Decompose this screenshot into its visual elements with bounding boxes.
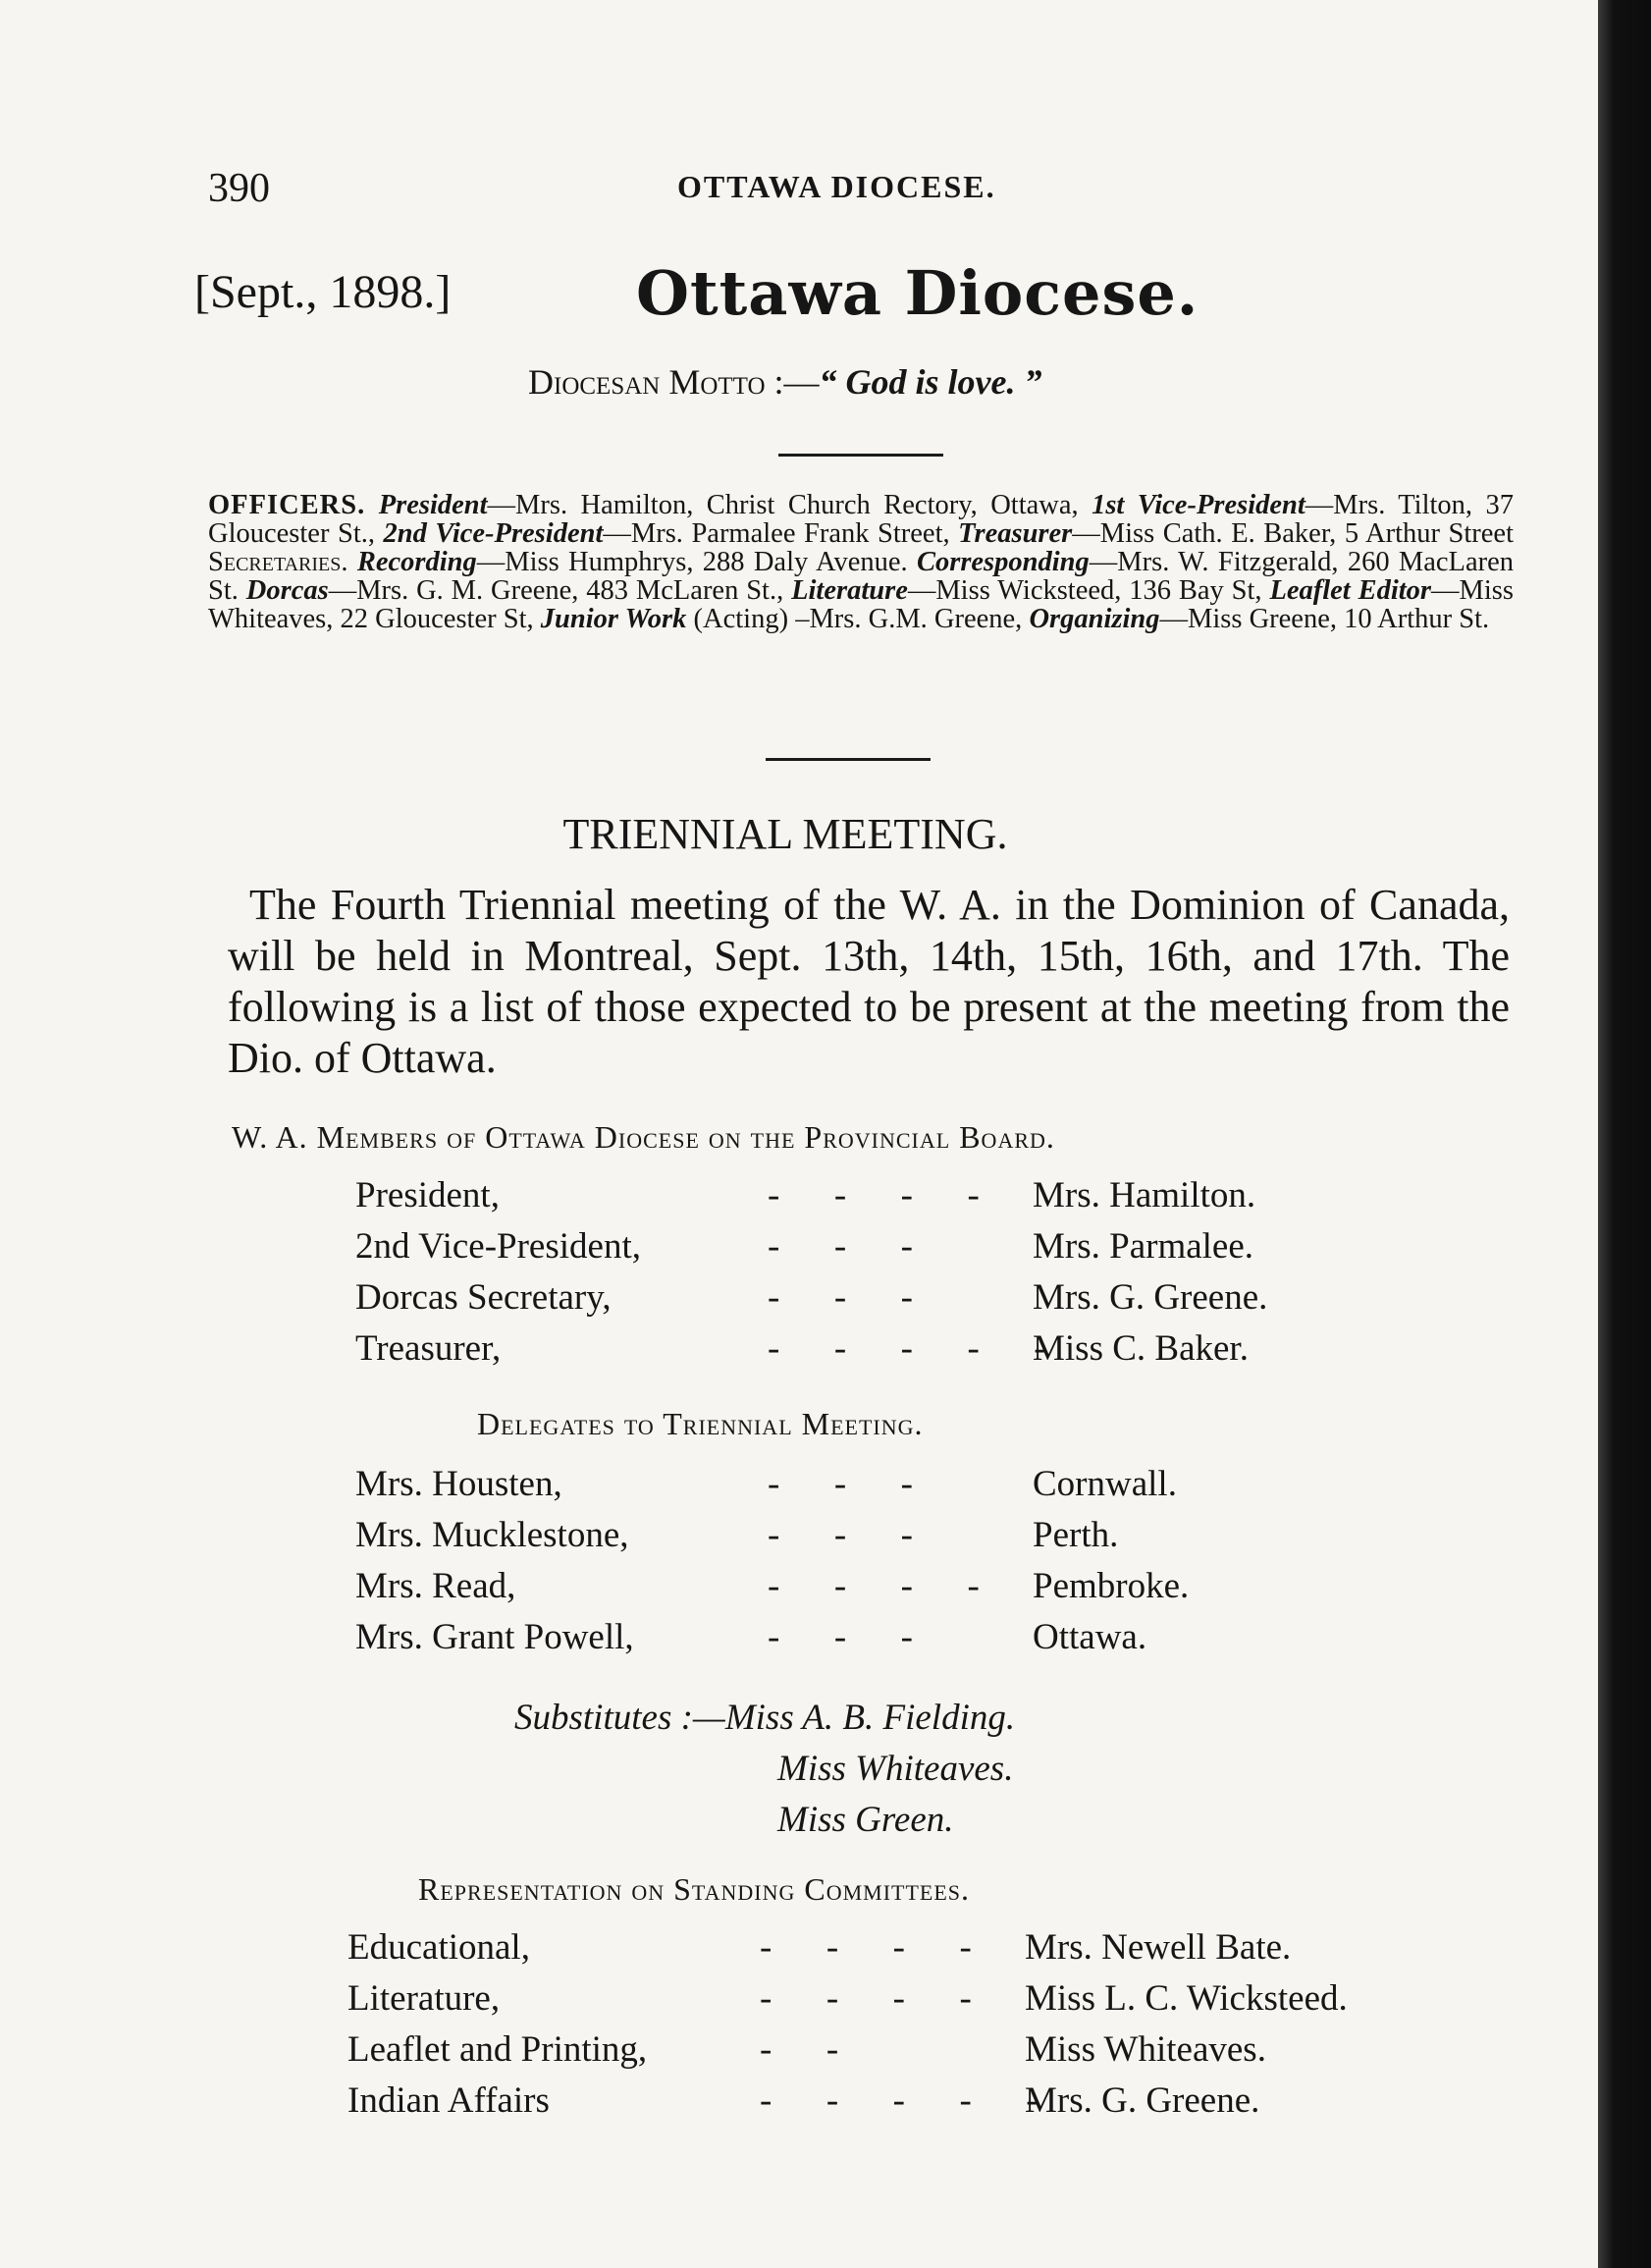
substitute-name: Miss A. B. Fielding.: [724, 1698, 1016, 1738]
page-number: 390: [208, 166, 270, 211]
provincial-board-heading: W. A. Members of Ottawa Diocese on the Provincial Board.: [232, 1119, 1055, 1155]
page-title: Ottawa Diocese.: [636, 257, 1199, 329]
row-value: Mrs. Parmalee.: [1033, 1226, 1254, 1267]
motto-text: “ God is love. ”: [819, 362, 1042, 402]
triennial-heading: TRIENNIAL MEETING.: [562, 810, 1008, 858]
officer-detail: —Miss Cath. E. Baker, 5 Arthur Street: [1072, 518, 1514, 549]
motto-label: Diocesan Motto :—: [528, 362, 820, 402]
diocesan-motto: [528, 361, 1042, 403]
officer-detail: [348, 547, 357, 577]
dash-leader: - - - - -: [768, 1328, 1046, 1369]
row-label: Leaflet and Printing,: [347, 2029, 648, 2070]
officer-role: Literature: [791, 575, 908, 606]
dash-leader: - - - -: [768, 1566, 980, 1606]
row-label: Educational,: [347, 1927, 530, 1968]
dash-leader: - - - -: [760, 1927, 972, 1968]
officer-role: Junior Work: [540, 604, 687, 634]
dash-leader: - - - - -: [760, 2080, 1039, 2121]
officers-lead: OFFICERS.: [208, 490, 366, 520]
row-value: Mrs. Newell Bate.: [1025, 1927, 1292, 1968]
row-value: Mrs. Hamilton.: [1033, 1175, 1256, 1215]
row-label: Mrs. Read,: [355, 1566, 516, 1606]
officer-role: Organizing: [1029, 604, 1160, 634]
row-label: Mrs. Grant Powell,: [355, 1617, 634, 1657]
officer-detail: —Miss Whiteaves, 22 Gloucester St,: [208, 575, 1514, 634]
row-value: Pembroke.: [1033, 1566, 1190, 1606]
dash-leader: - - -: [768, 1226, 913, 1267]
substitute-name: Miss Whiteaves.: [777, 1749, 1014, 1789]
row-value: Miss C. Baker.: [1033, 1328, 1249, 1369]
row-value: Mrs. G. Greene.: [1025, 2080, 1260, 2121]
row-label: Literature,: [347, 1978, 501, 2019]
substitutes-label: [514, 1697, 1015, 1739]
dash-leader: - - -: [768, 1464, 913, 1504]
triennial-text: The Fourth Triennial meeting of the W. A. in the Dominion of Canada, will be held in Montreal, Sept. 13th, 14th, 15th, 16th, and 17th. The following is a list of those expected to be present at the meeting from the Dio. of Ottawa.: [228, 881, 1510, 1082]
dash-leader: - - - -: [760, 1978, 972, 2019]
committees-heading: Representation on Standing Committees.: [418, 1871, 971, 1907]
row-label: Mrs. Mucklestone,: [355, 1515, 629, 1555]
dash-leader: - - - -: [768, 1175, 980, 1215]
officer-role: Leaflet Editor: [1269, 575, 1432, 606]
officer-detail: —Miss Greene, 10 Arthur St.: [1159, 604, 1490, 634]
row-value: Mrs. G. Greene.: [1033, 1277, 1268, 1318]
officer-detail: —Mrs. Hamilton, Christ Church Rectory, Ottawa,: [487, 490, 1092, 520]
row-label: President,: [355, 1175, 500, 1215]
book-spine-shadow: [1598, 0, 1651, 2268]
dash-leader: - - -: [768, 1617, 913, 1657]
dash-leader: - - -: [768, 1515, 913, 1555]
officer-detail: —Mrs. Tilton, 37 Gloucester St.,: [208, 490, 1515, 549]
row-label: Mrs. Housten,: [355, 1464, 562, 1504]
row-value: Cornwall.: [1033, 1464, 1177, 1504]
officer-role: 1st Vice-President: [1092, 490, 1305, 520]
issue-date: [Sept., 1898.]: [194, 266, 452, 318]
row-value: Perth.: [1033, 1515, 1119, 1555]
officer-detail: —Mrs. G. M. Greene, 483 McLaren St.,: [328, 575, 792, 606]
officer-detail: —Mrs. W. Fitzgerald, 260 MacLaren St.: [208, 547, 1515, 606]
officer-role: Treasurer: [958, 518, 1073, 549]
row-label: Treasurer,: [355, 1328, 502, 1369]
officer-role: Secretaries.: [208, 547, 348, 577]
officers-paragraph: [208, 491, 1514, 633]
dash-leader: - - -: [768, 1277, 913, 1318]
officer-role: Dorcas: [245, 575, 329, 606]
officers-list: [208, 490, 1514, 634]
officer-detail: —Miss Wicksteed, 136 Bay St,: [907, 575, 1270, 606]
substitute-name: Miss Green.: [777, 1800, 954, 1840]
divider-rule: [766, 758, 931, 761]
officer-detail: —Miss Humphrys, 288 Daly Avenue.: [476, 547, 917, 577]
running-title: OTTAWA DIOCESE.: [677, 169, 996, 204]
row-label: Dorcas Secretary,: [355, 1277, 612, 1318]
delegates-heading: Delegates to Triennial Meeting.: [477, 1406, 924, 1441]
officer-detail: (Acting) –Mrs. G.M. Greene,: [686, 604, 1030, 634]
officer-role: President: [378, 490, 488, 520]
row-value: Miss Whiteaves.: [1025, 2029, 1266, 2070]
dash-leader: - -: [760, 2029, 839, 2070]
row-value: Miss L. C. Wicksteed.: [1025, 1978, 1348, 2019]
officer-role: Corresponding: [916, 547, 1090, 577]
row-label: Indian Affairs: [347, 2080, 550, 2121]
substitutes-label-text: Substitutes :—: [514, 1698, 725, 1738]
officer-detail: —Mrs. Parmalee Frank Street,: [603, 518, 959, 549]
divider-rule: [778, 454, 943, 457]
row-value: Ottawa.: [1033, 1617, 1147, 1657]
triennial-paragraph: [228, 880, 1510, 1084]
officer-role: 2nd Vice-President: [383, 518, 604, 549]
officer-role: Recording: [356, 547, 477, 577]
row-label: 2nd Vice-President,: [355, 1226, 641, 1267]
